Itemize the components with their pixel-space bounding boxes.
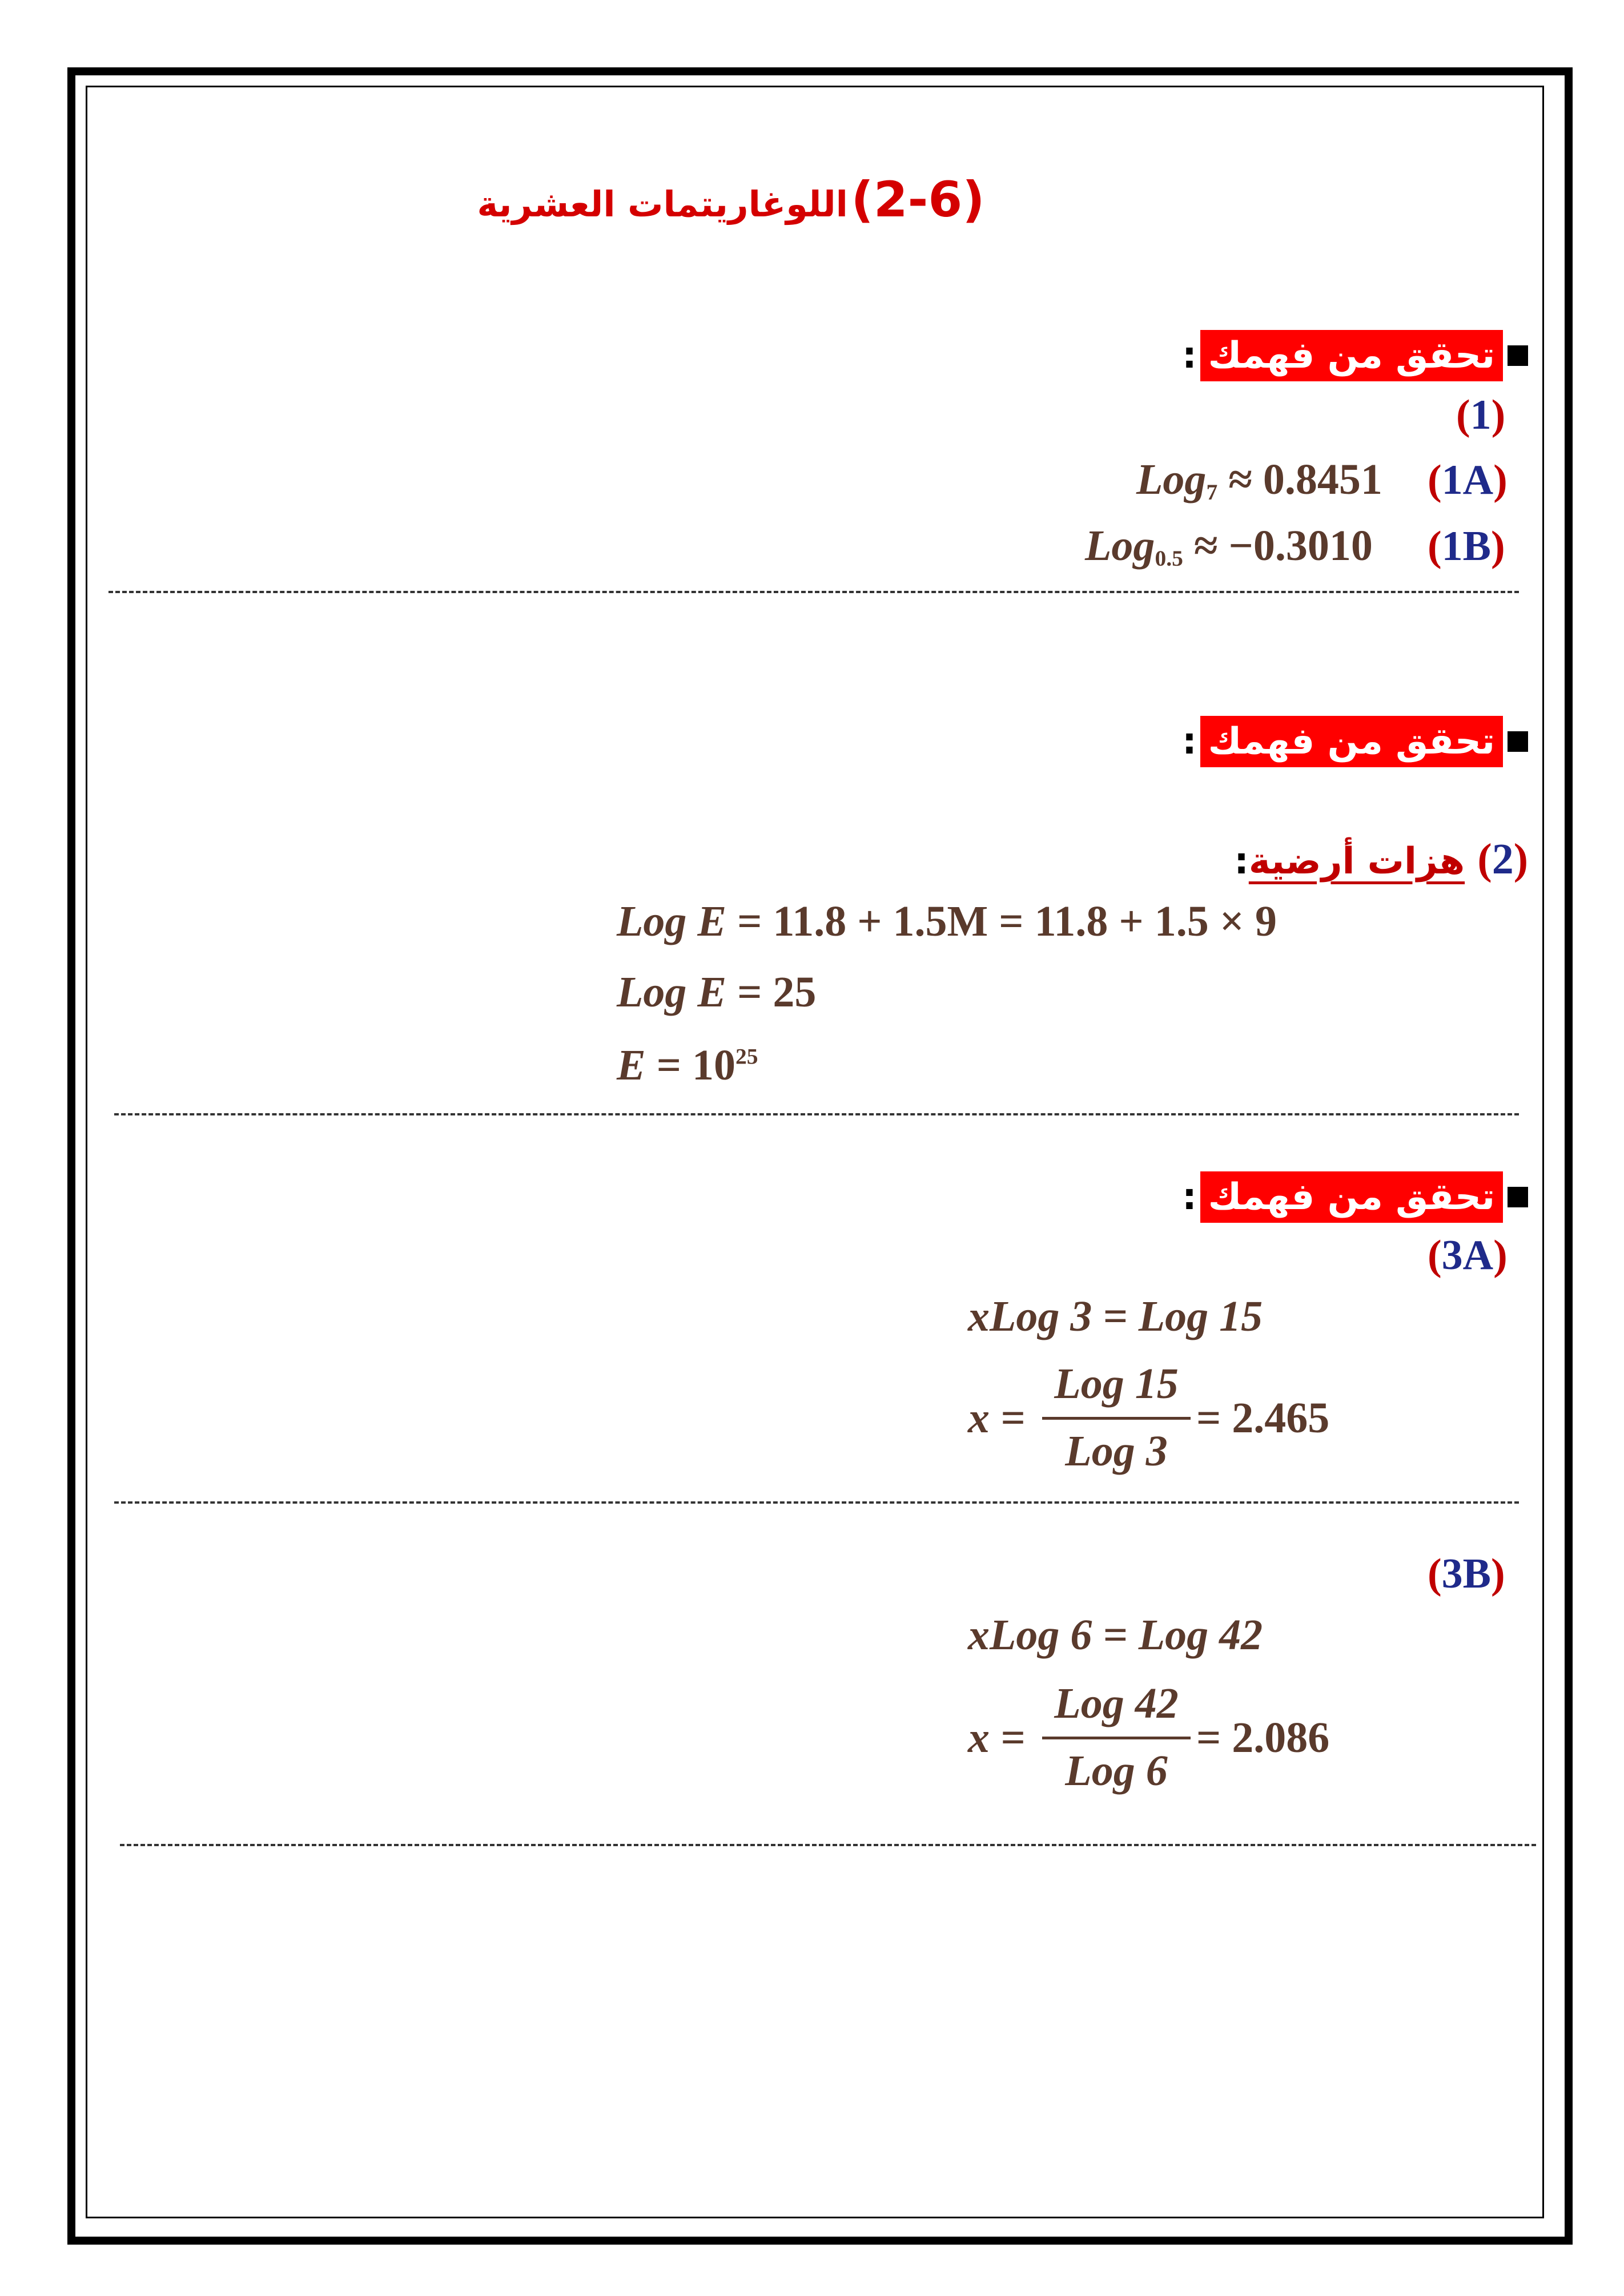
- square-bullet-icon: [1508, 345, 1528, 366]
- fraction-3b-denominator: Log 6: [1065, 1747, 1168, 1795]
- check-understanding-heading-3: [1182, 1171, 1528, 1223]
- problem-2-topic: هزات أرضية: [1248, 840, 1465, 883]
- equation-1a: Log$_7$ ≈ 0.8451: [1136, 456, 1382, 505]
- problem-label-3a: (3A): [1428, 1232, 1508, 1279]
- problem-label-1b: (1B): [1428, 523, 1505, 570]
- equation-2-line-3: $E = 10^{25}$: [617, 1041, 758, 1089]
- title-text: اللوغاريتمات العشرية: [477, 183, 848, 225]
- section-divider: [114, 1113, 1519, 1115]
- section-divider: [108, 591, 1519, 593]
- fraction-3a-numerator: Log 15: [1054, 1360, 1179, 1408]
- problem-label-1: (1): [1456, 392, 1506, 438]
- equation-2-line-2: Log E = 25: [617, 968, 817, 1016]
- fraction-3a-denominator: Log 3: [1065, 1427, 1168, 1475]
- heading-colon: :: [1182, 720, 1197, 763]
- problem-label-1a: (1A): [1428, 457, 1508, 503]
- check-understanding-heading-1: [1182, 330, 1528, 381]
- problem-number-2: (2): [1477, 835, 1528, 883]
- square-bullet-icon: [1508, 731, 1528, 752]
- equation-1b: Log$_{0.5}$ ≈ −0.3010: [1085, 522, 1373, 571]
- equation-3a-line-1: xLog 3 = Log 15: [968, 1292, 1263, 1340]
- title-number: (2-6): [851, 171, 985, 228]
- page-title: [286, 171, 1176, 228]
- fraction-bar: [1042, 1417, 1191, 1420]
- equation-3b-x-equals: x =: [968, 1714, 1026, 1762]
- fraction-3b-numerator: Log 42: [1054, 1679, 1179, 1727]
- equation-3a-result: = 2.465: [1196, 1394, 1330, 1442]
- heading-colon: :: [1182, 335, 1197, 377]
- fraction-bar: [1042, 1737, 1191, 1739]
- equation-3b-line-1: xLog 6 = Log 42: [968, 1611, 1263, 1659]
- equation-2-line-1: Log E = 11.8 + 1.5M = 11.8 + 1.5 × 9: [617, 897, 1277, 945]
- equation-3a-x-equals: x =: [968, 1394, 1026, 1442]
- heading-colon: :: [1182, 1176, 1197, 1218]
- square-bullet-icon: [1508, 1187, 1528, 1207]
- check-label: تحقق من فهمك: [1200, 716, 1503, 767]
- equation-3b-result: = 2.086: [1196, 1714, 1330, 1762]
- section-divider: [114, 1501, 1519, 1504]
- problem-label-3b: (3B): [1428, 1550, 1505, 1597]
- check-understanding-heading-2: [1182, 716, 1528, 767]
- inner-border: [86, 86, 1544, 2218]
- problem-2-heading: (2) هزات أرضية:: [1234, 835, 1528, 883]
- section-divider: [120, 1844, 1536, 1846]
- check-label: تحقق من فهمك: [1200, 330, 1503, 381]
- check-label: تحقق من فهمك: [1200, 1171, 1503, 1223]
